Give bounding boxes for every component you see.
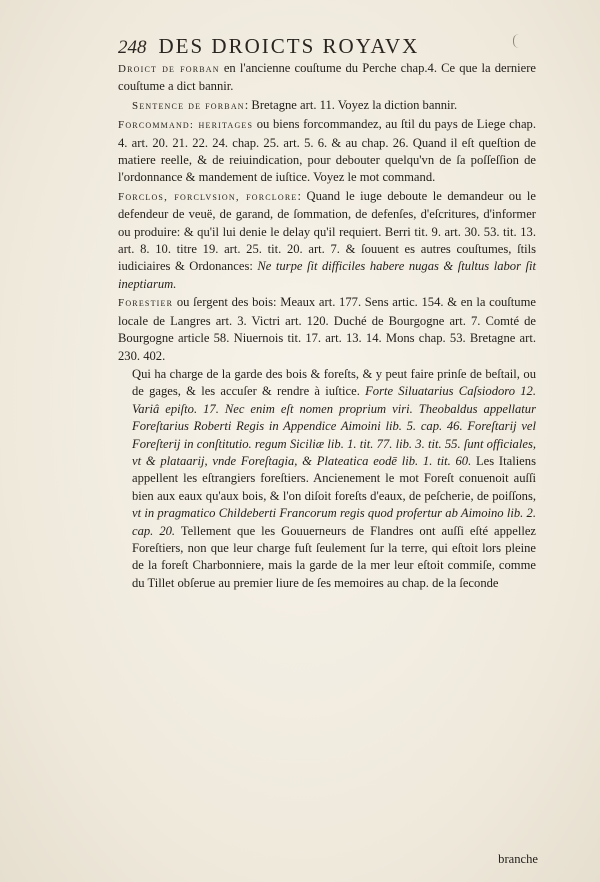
entry-lemma: Sentence de forban	[132, 99, 245, 112]
page-header	[118, 34, 538, 59]
entry-text: Qui ha charge de la garde des bois & foreſts, & y peut faire prinſe de beſtail, ou de gages, & les accuſer & rendre à iuſtice.	[132, 366, 536, 399]
entry-lemma: Forclos, forclvsion, forclore	[118, 190, 298, 203]
catchword: branche	[498, 852, 538, 866]
entry-text: ou ſergent des bois: Meaux art. 177. Sens artic. 154. & en la couſtume locale de Langres art. 3. Victri art. 120. Duché de Bourgogne art. 7. Comté de Bourgogne article 58. Niuernois tit. 17. art. 13. 14. Mons chap. 53. Bretagne art. 230. 402.	[118, 295, 536, 363]
entry-italic-citation-2: vt in pragmatico Childeberti Francorum regis quod profertur ab Aimoino lib. 2. cap. 20.	[132, 506, 536, 538]
entry-text: : Quand le iuge deboute le demandeur ou le defendeur de veuë, de garand, de ſommation, de defenſes, d'eſcritures, d'informer ou produire: & qu'il lui denie le delay qu'il requiert. Berri tit. 9. art. 30. 53. tit. 13. art. 8. 10. titre 19. art. 25. tit. 20. art. 7. & ſouuent es autres couſtumes, ſtils iudiciaires & Ordonances:	[118, 188, 536, 274]
running-head: DES DROICTS ROYAVX	[158, 34, 420, 58]
entry-droict-de-forban	[118, 60, 536, 96]
page-number: 248	[118, 37, 147, 58]
entry-text: en l'ancienne couſtume du Perche chap.4. Ce que la derniere couſtume a dict bannir.	[118, 61, 536, 94]
page-body	[118, 60, 536, 592]
entry-italic-citation: Forte Siluatarius Caſsiodoro 12. Variâ epiſto. 17. Nec enim eſt nomen proprium viri. Theobaldus appellatur Foreſtarius Roberti Regis in Appendice Aimoini lib. 5. cap. 46. Foreſtarij vel Foreſterij in conſtitutio. regum Siciliæ lib. 1. tit. 77. lib. 3. tit. 55. ſunt officiales, vt & plataarij, vnde Foreſtagia, & Plateatica eodē lib. 1. tit. 60.	[132, 384, 536, 468]
entry-lemma: Forcommand: heritages	[118, 119, 254, 132]
entry-italic-quote: Ne turpe ſit difficiles habere nugas & ſtultus labor ſit ineptiarum.	[118, 259, 536, 291]
entry-forcommand	[118, 116, 536, 187]
entry-forestier	[118, 294, 536, 365]
entry-lemma: Forestier	[118, 297, 174, 310]
entry-text: : Bretagne art. 11. Voyez la diction bannir.	[244, 97, 458, 112]
entry-text: ou biens forcommandez, au ſtil du pays de Liege chap. 4. art. 20. 21. 22. 24. chap. 25. art. 5. 6. & au chap. 26. Quand il eſt queſtion de matiere reelle, & de reiuindication, pour debouter quelqu'vn de ſa poſſeſſion de l'ordonnance & mandement de iuſtice. Voyez le mot command.	[118, 117, 536, 185]
entry-text-continued-2: Tellement que les Gouuerneurs de Flandres ont auſſi eſté appellez Foreſtiers, non que leur charge fuſt ſeulement ſur la terre, qui eſtoit lors pleine de la foreſt Charbonniere, mais la garde de la mer leur eſtoit commiſe, comme du Tillet obſerue au premier liure de ſes memoires au chap. de la ſeconde	[132, 523, 536, 590]
entry-sentence-de-forban	[118, 97, 536, 115]
entry-forclos	[118, 188, 536, 293]
entry-text-continued: Les Italiens appellent les eſtrangiers foreſtiers. Ancienement le mot Foreſt conuenoit auſſi bien aux eaux qu'aux bois, & l'on diſoit foreſts d'eaux, de peſcherie, de poiſſons,	[132, 453, 536, 503]
entry-lemma: Droict de forban	[118, 63, 220, 75]
entry-forestier-definition	[118, 366, 536, 592]
